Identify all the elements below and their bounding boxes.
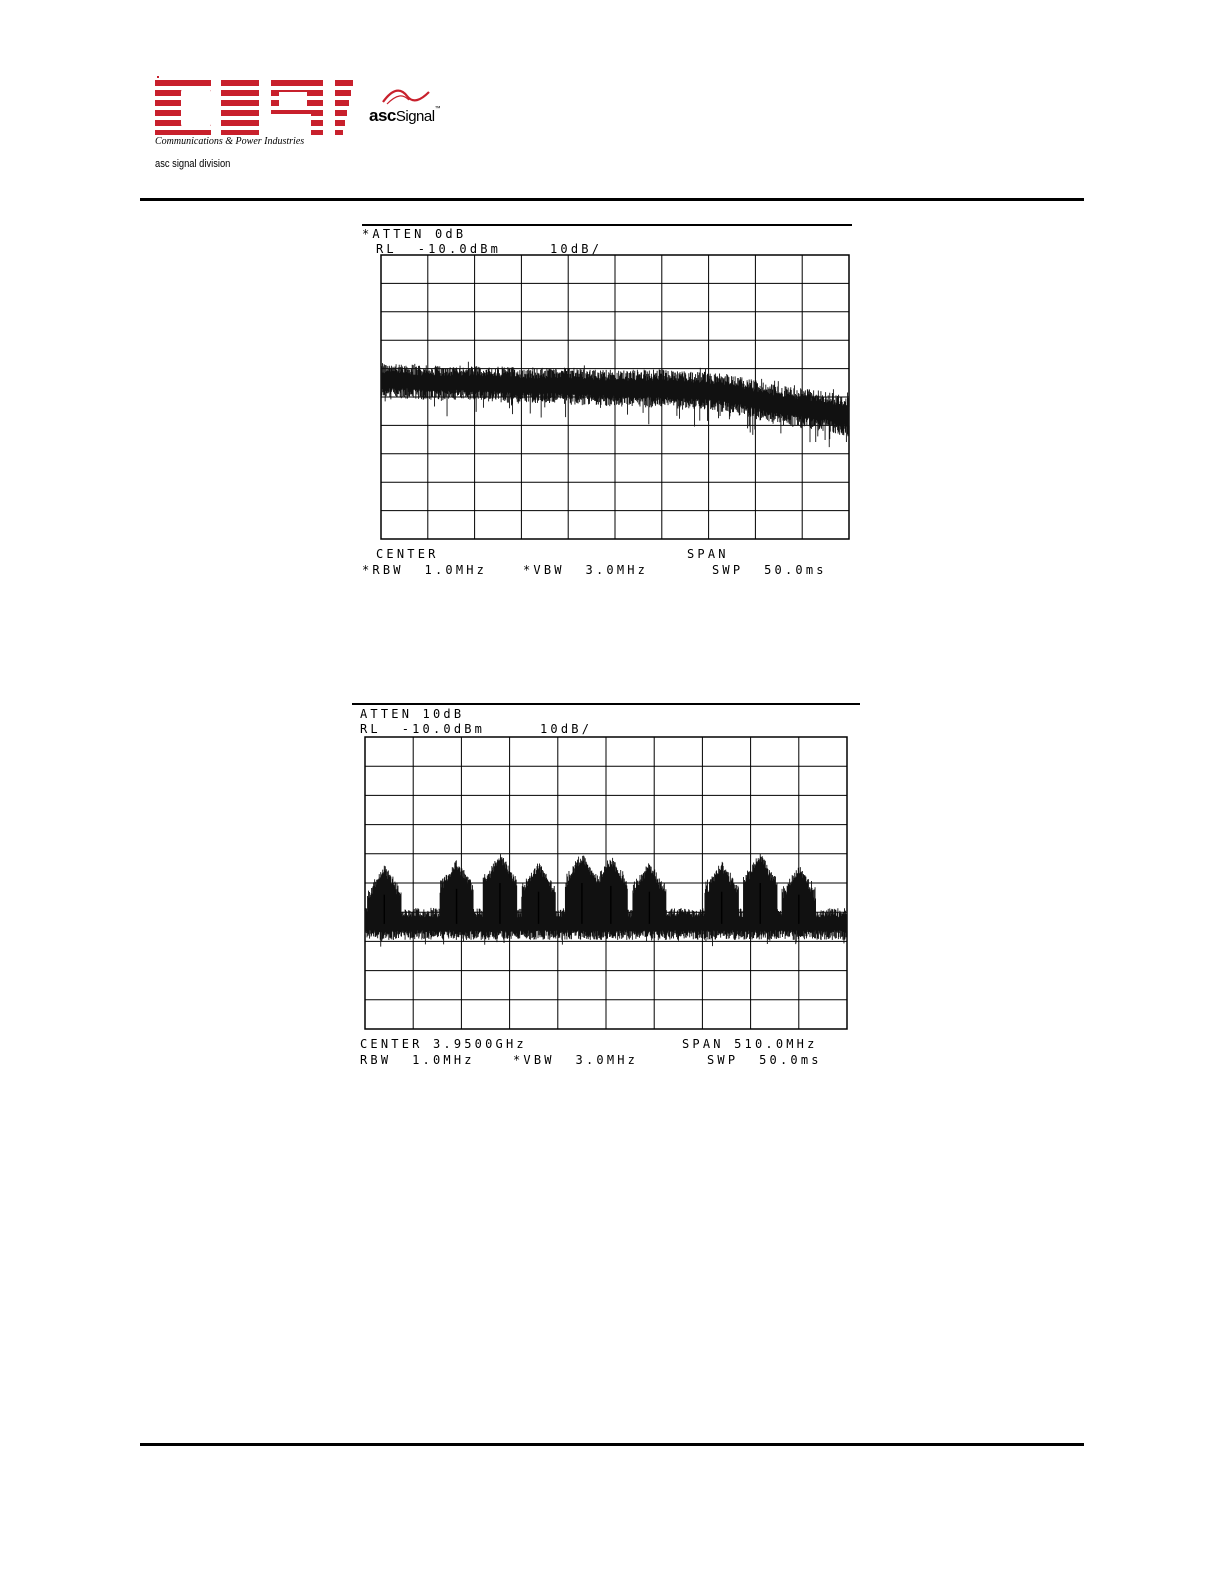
rbw-label: RBW 1.0MHz	[360, 1053, 475, 1067]
span-label: SPAN	[687, 547, 729, 561]
plot-1-top-rule	[362, 224, 852, 226]
spectrum-graticule-2	[364, 736, 848, 1030]
center-label: CENTER 3.9500GHz	[360, 1037, 527, 1051]
spectrum-graticule-1	[380, 254, 850, 540]
footer-rule	[140, 1443, 1084, 1446]
atten-label: *ATTEN 0dB	[362, 227, 467, 241]
spectrum-plot-1	[360, 222, 860, 582]
cpi-tagline: Communications & Power Industries	[155, 136, 305, 147]
vbw-label: *VBW 3.0MHz	[513, 1053, 639, 1067]
scale-label: 10dB/	[550, 242, 603, 256]
asc-signal-logo: ascSignal™	[369, 86, 479, 126]
span-label: SPAN 510.0MHz	[682, 1037, 818, 1051]
ref-level-label: RL -10.0dBm	[376, 242, 502, 256]
center-label: CENTER	[376, 547, 439, 561]
rbw-label: *RBW 1.0MHz	[362, 563, 488, 577]
division-label: asc signal division	[155, 158, 231, 170]
scale-label: 10dB/	[540, 722, 593, 736]
atten-label: ATTEN 10dB	[360, 707, 465, 721]
plot-2-top-rule	[352, 703, 860, 705]
header-logos	[155, 72, 485, 182]
vbw-label: *VBW 3.0MHz	[523, 563, 649, 577]
ref-level-label: RL -10.0dBm	[360, 722, 486, 736]
sweep-label: SWP 50.0ms	[712, 563, 827, 577]
sweep-label: SWP 50.0ms	[707, 1053, 822, 1067]
spectrum-plot-2	[350, 703, 865, 1073]
header-rule	[140, 198, 1084, 201]
